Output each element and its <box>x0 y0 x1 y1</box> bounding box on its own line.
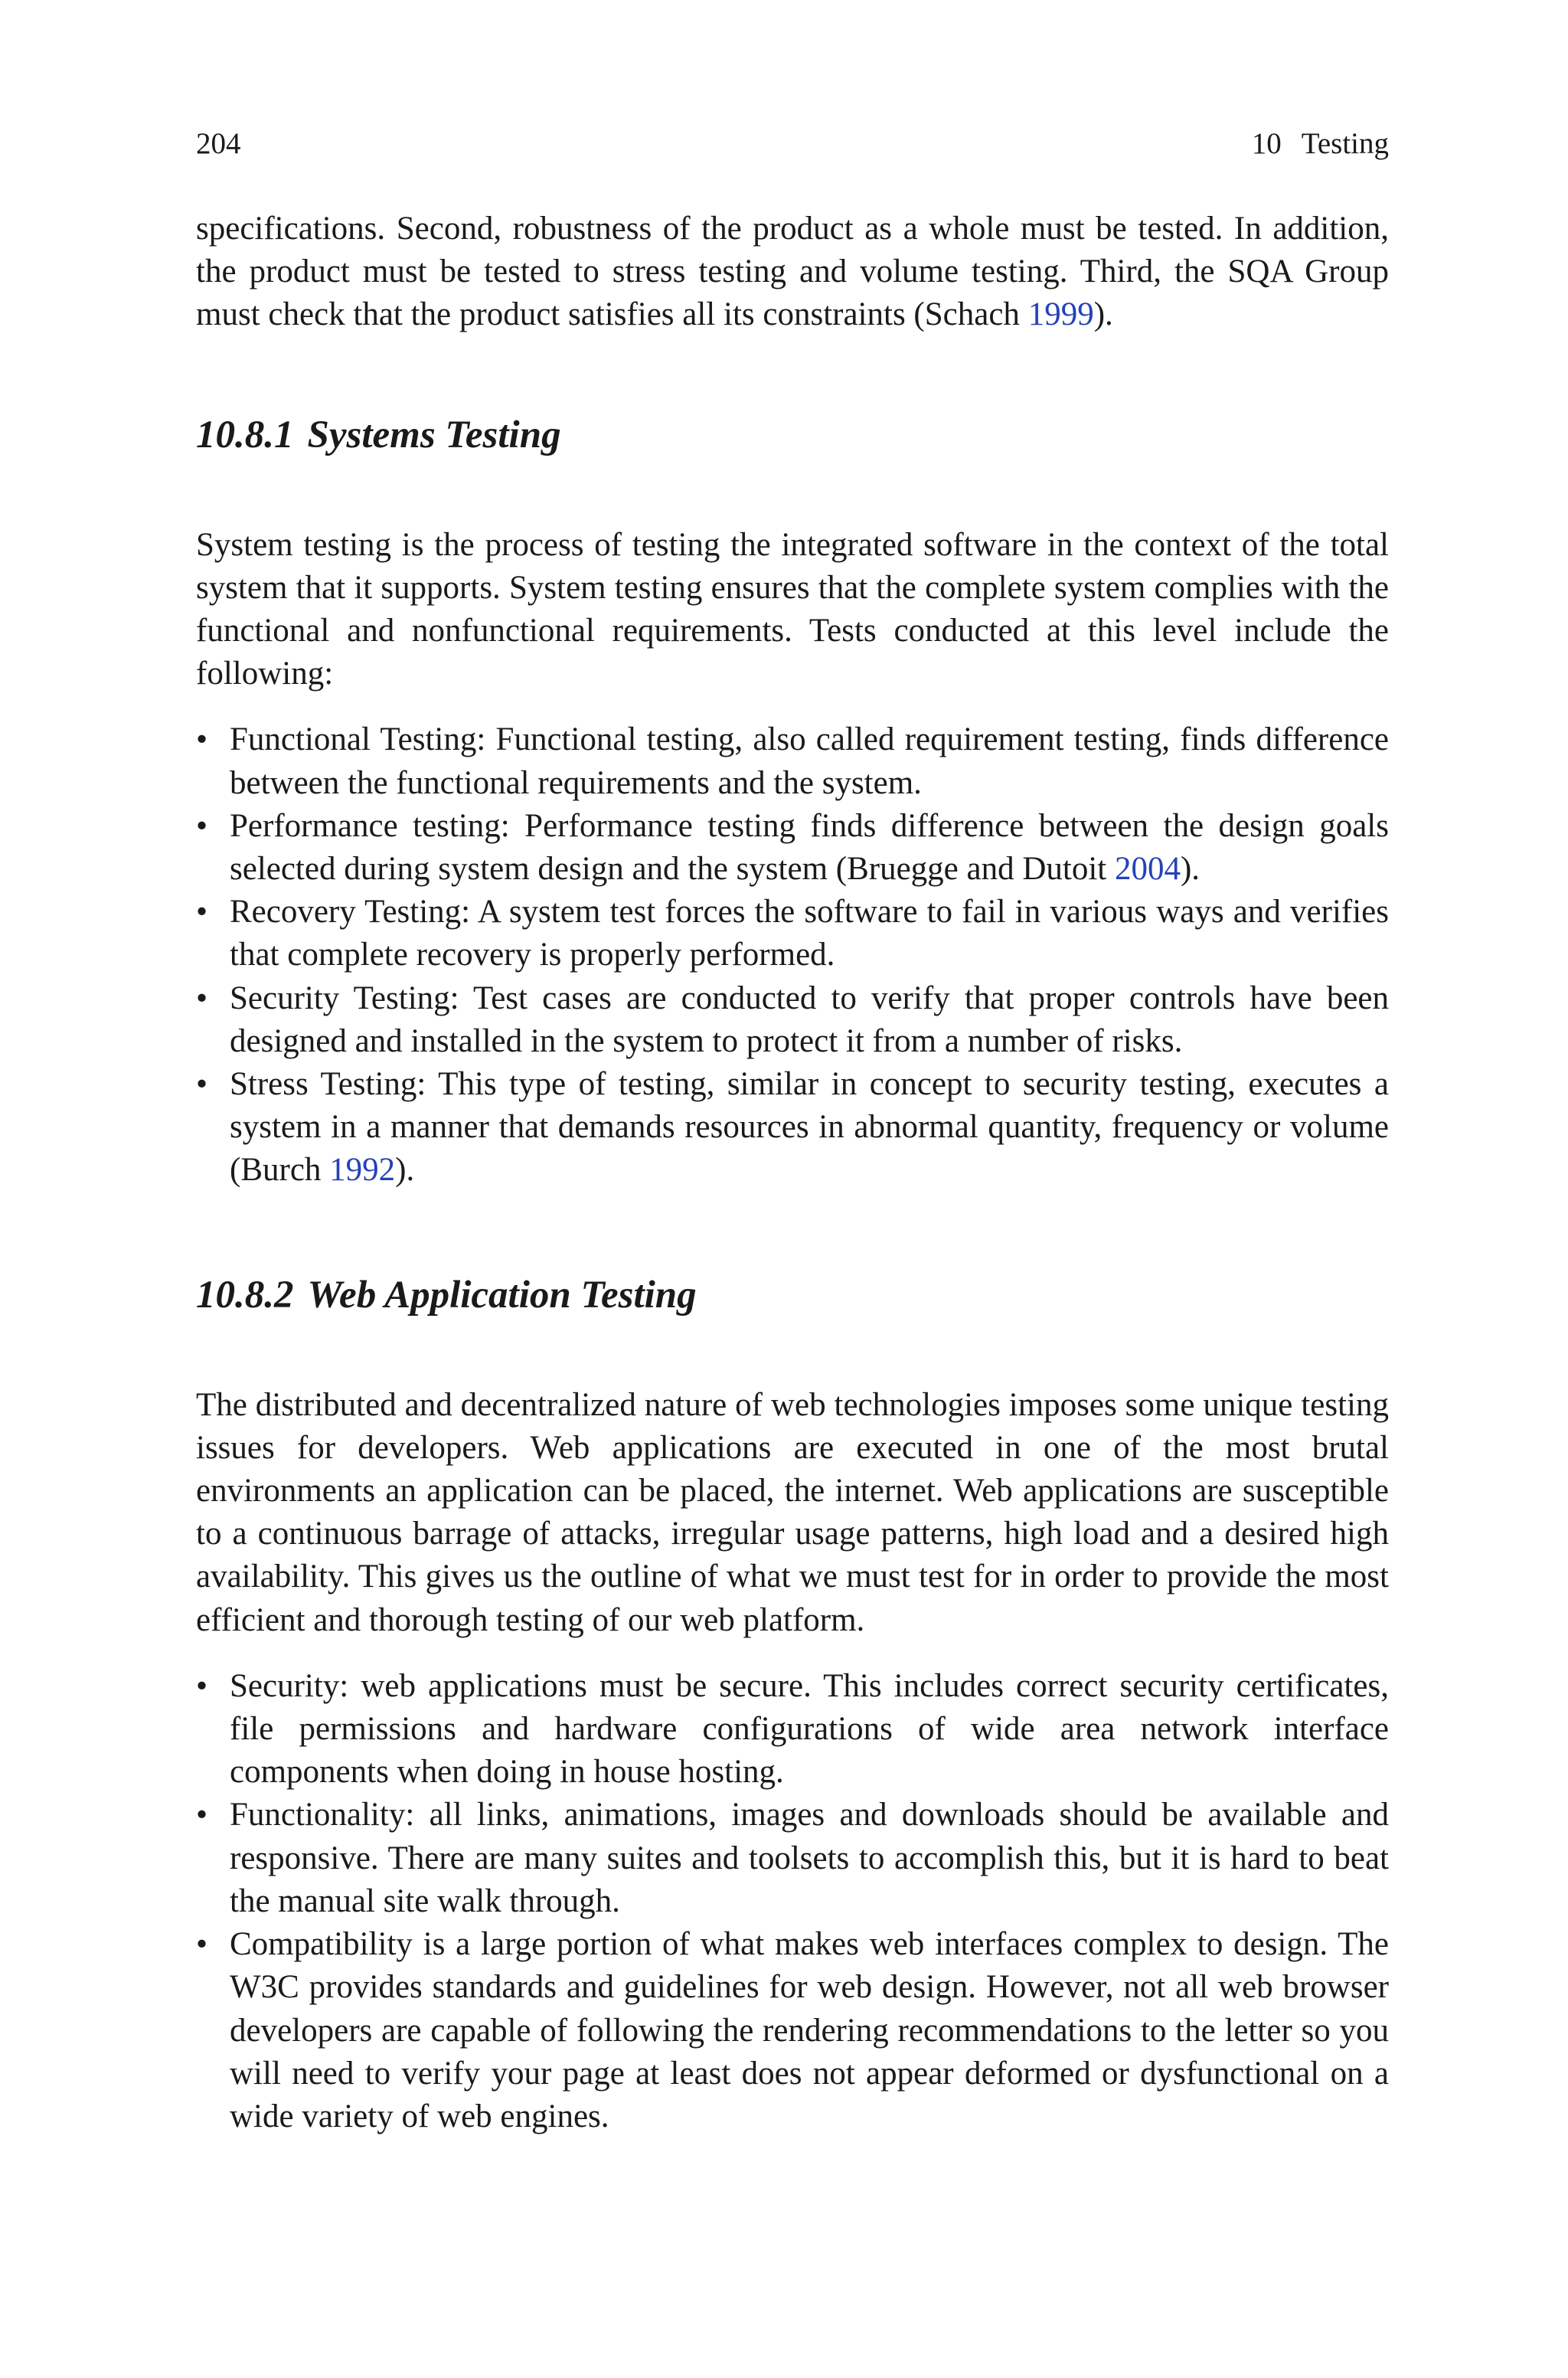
web-test-areas-list <box>196 1665 1389 2138</box>
section-title: Web Application Testing <box>307 1273 697 1317</box>
bullet-icon: • <box>196 1797 208 1833</box>
chapter-heading <box>1252 123 1389 165</box>
intro-paragraph <box>196 208 1389 337</box>
bullet-icon: • <box>196 894 208 931</box>
bullet-icon: • <box>196 721 208 758</box>
list-item <box>196 891 1389 976</box>
citation-link[interactable]: 1999 <box>1027 296 1094 333</box>
list-item <box>196 1063 1389 1192</box>
list-item <box>196 1923 1389 2138</box>
list-item-text: Compatibility is a large portion of what makes web interfaces complex to design. The W3C provides standards and guidelines for web design. However, not all web browser developers are capable of following the rendering recommendations to the letter so you will need to verify your page at least does not appear deformed or dysfunctional on a wide variety of web engines. <box>230 1926 1389 2134</box>
bullet-icon: • <box>196 980 208 1016</box>
list-item-text-end: ). <box>1180 851 1200 888</box>
list-item <box>196 718 1389 804</box>
list-item-text: Stress Testing: This type of testing, similar in concept to security testing, executes a system in a manner that demands resources in abnormal quantity, frequency or volume (Burch <box>230 1066 1389 1189</box>
list-item-text: Security: web applications must be secure. This includes correct security certificates, file permissions and hardware configurations of wide area network interface components when doing in house hosting. <box>230 1667 1389 1791</box>
page-content <box>196 208 1389 2138</box>
section-number: 10.8.2 <box>196 1273 294 1317</box>
list-item-text-end: ). <box>395 1152 415 1189</box>
list-item-text: Security Testing: Test cases are conducted to verify that proper controls have been designed and installed in the system to protect it from a number of risks. <box>230 980 1389 1059</box>
list-item-text: Recovery Testing: A system test forces the software to fail in various ways and verifies that complete recovery is properly performed. <box>230 894 1389 973</box>
citation-link[interactable]: 1992 <box>329 1152 396 1189</box>
intro-text: specifications. Second, robustness of the product as a whole must be tested. In addition, the product must be tested to stress testing and volume testing. Third, the SQA Group must check that the product satisfies all its constraints (Schach <box>196 211 1389 333</box>
list-item <box>196 1794 1389 1923</box>
chapter-number: 10 <box>1251 127 1282 160</box>
list-item-text: Functionality: all links, animations, images and downloads should be available and responsive. There are many suites and toolsets to accomplish this, but it is hard to beat the manual site walk through. <box>230 1797 1389 1919</box>
list-item <box>196 977 1389 1063</box>
systems-testing-paragraph: System testing is the process of testing the integrated software in the context of the total system that it supports. System testing ensures that the complete system complies with the functional and nonfunctional requirements. Tests conducted at this level include the following: <box>196 526 1389 692</box>
bullet-icon: • <box>196 1066 208 1103</box>
system-test-types-list <box>196 718 1389 1192</box>
bullet-icon: • <box>196 807 208 844</box>
list-item <box>196 1665 1389 1794</box>
section-title: Systems Testing <box>307 413 561 456</box>
section-heading-systems-testing <box>196 412 1389 458</box>
web-testing-paragraph: The distributed and decentralized nature of web technologies imposes some unique testing issues for developers. Web applications are executed in one of the most brutal environments an application can be placed, the internet. Web applications are susceptible to a continuous barrage of attacks, irregular usage patterns, high load and a desired high availability. This gives us the outline of what we must test for in order to provide the most efficient and thorough testing of our web platform. <box>196 1386 1389 1638</box>
list-item-text: Performance testing: Performance testing finds difference between the design goals selected during system design and the system (Bruegge and Dutoit <box>230 807 1389 888</box>
list-item-text: Functional Testing: Functional testing, also called requirement testing, finds difference between the functional requirements and the system. <box>230 721 1389 801</box>
bullet-icon: • <box>196 1667 208 1704</box>
bullet-icon: • <box>196 1926 208 1963</box>
list-item <box>196 805 1389 891</box>
page-number: 204 <box>196 127 241 160</box>
citation-link[interactable]: 2004 <box>1114 851 1181 888</box>
intro-text-end: ). <box>1093 296 1113 333</box>
section-heading-web-application-testing <box>196 1272 1389 1318</box>
section-number: 10.8.1 <box>196 413 294 456</box>
chapter-title: Testing <box>1301 127 1389 160</box>
